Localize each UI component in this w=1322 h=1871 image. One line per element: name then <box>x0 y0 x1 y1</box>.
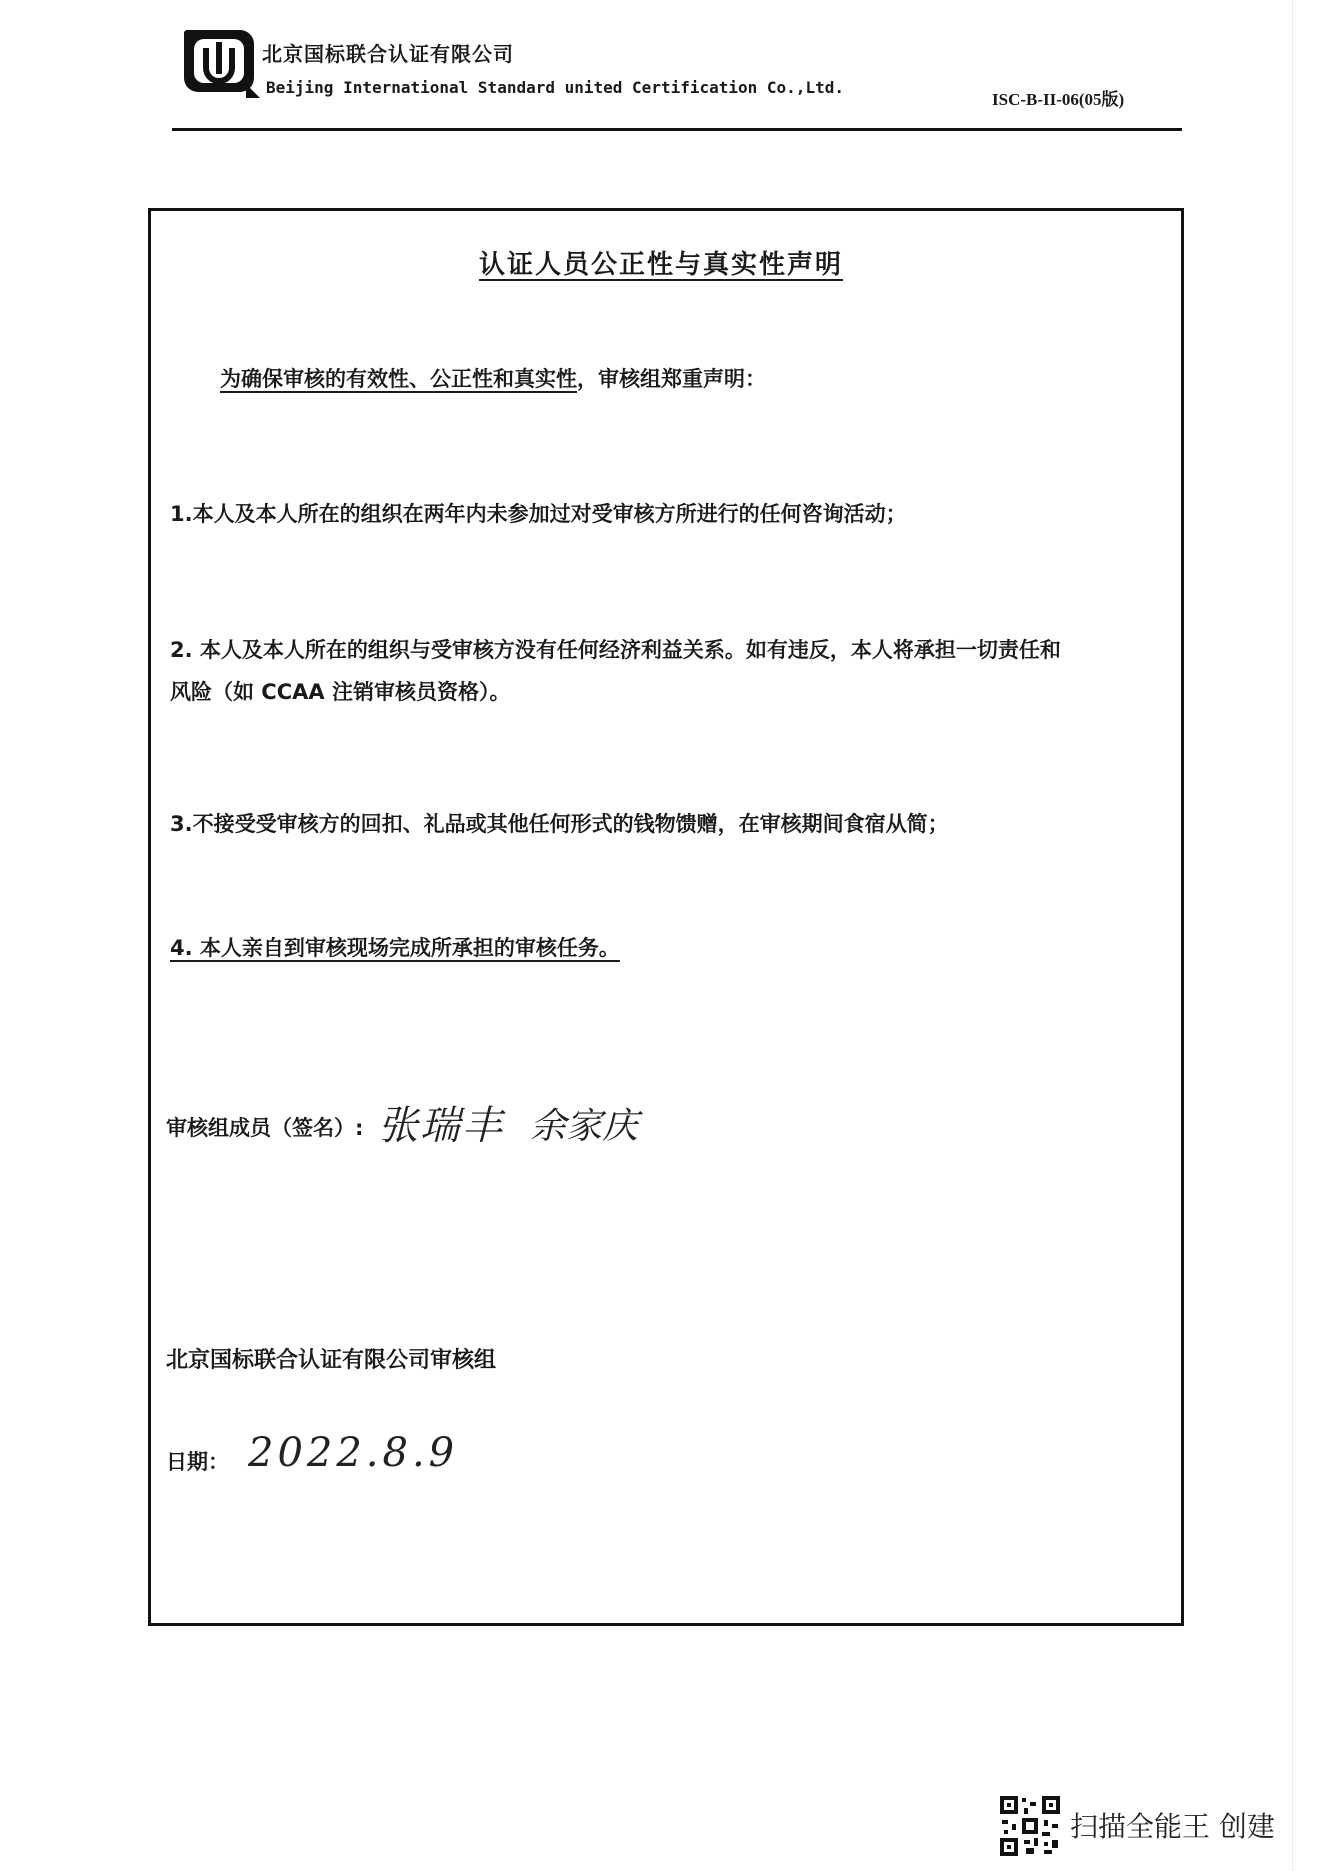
declaration-frame <box>148 208 1184 1626</box>
intro-line <box>220 363 766 393</box>
clause-2-continued: 风险（如 CCAA 注销审核员资格）。 <box>170 680 511 704</box>
form-code: ISC-B-II-06(05版) <box>992 90 1125 109</box>
company-name-cn: 北京国标联合认证有限公司 <box>262 42 514 66</box>
date-label: 日期： <box>166 1450 229 1474</box>
qr-code-icon <box>998 1794 1062 1858</box>
company-name-en: Beijing International Standard united Certification Co.,Ltd. <box>266 78 844 97</box>
company-logo-icon <box>176 22 262 100</box>
intro-rest: ，审核组郑重声明： <box>577 367 766 391</box>
document-title-text: 认证人员公正性与真实性声明 <box>478 250 843 280</box>
header-divider <box>172 128 1182 131</box>
clause-2: 2. 本人及本人所在的组织与受审核方没有任何经济利益关系。如有违反，本人将承担一切责任和 <box>170 638 1061 662</box>
clause-4: 4. 本人亲自到审核现场完成所承担的审核任务。 <box>170 936 620 960</box>
date-value: 2022.8.9 <box>248 1430 459 1476</box>
clause-3: 3.不接受受审核方的回扣、礼品或其他任何形式的钱物馈赠，在审核期间食宿从简； <box>170 812 949 836</box>
audit-team-org: 北京国标联合认证有限公司审核组 <box>166 1348 497 1373</box>
clause-1: 1.本人及本人所在的组织在两年内未参加过对受审核方所进行的任何咨询活动； <box>170 502 907 526</box>
intro-underlined: 为确保审核的有效性、公正性和真实性 <box>220 367 577 391</box>
scanner-watermark: 扫描全能王 创建 <box>1070 1810 1275 1843</box>
signature-2: 余家庆 <box>530 1106 639 1147</box>
document-title <box>0 244 1322 281</box>
signature-label: 审核组成员（签名）: <box>166 1116 364 1140</box>
signature-1: 张瑞丰 <box>378 1103 504 1149</box>
